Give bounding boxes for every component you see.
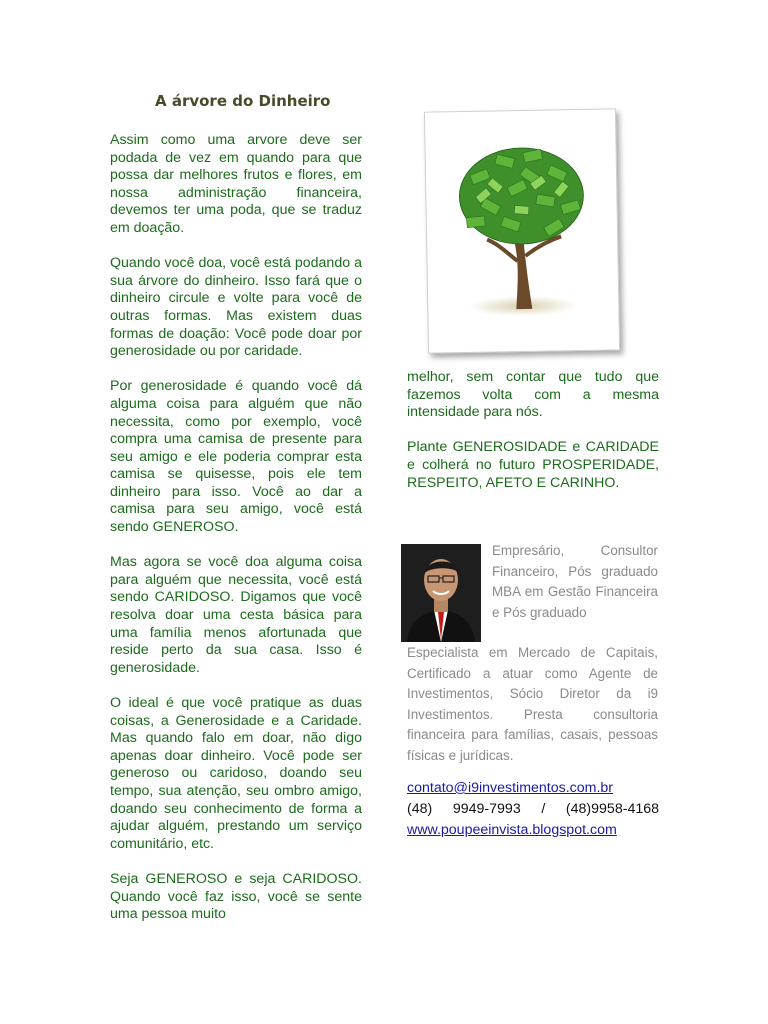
website-link-row: [407, 822, 659, 838]
paragraph: O ideal é que você pratique as duas coisas, a Generosidade e a Caridade. Mas quando falo em doar, não digo apenas doar dinheiro. Você pode ser generoso ou caridoso, doando seu tempo, sua atenção, seu ombro amigo, doando seu conhecimento de forma a ajudar alguém, prestando um serviço comunitário, etc.: [110, 695, 362, 852]
author-bio-bottom: Especialista em Mercado de Capitais, Certificado a atuar como Agente de Investimentos, Sócio Diretor da i9 Investimentos. Presta consultoria financeira para famílias, casais, pessoas físicas e jurídicas.: [407, 645, 658, 763]
phone-number-alt: (48)9958-4168: [565, 801, 659, 817]
phone-area-code: (48): [407, 801, 433, 817]
phone-line: [407, 801, 659, 817]
author-photo: [401, 544, 481, 642]
website-link[interactable]: www.poupeeinvista.blogspot.com: [407, 822, 617, 838]
paragraph: Quando você doa, você está podando a sua árvore do dinheiro. Isso fará que o dinheiro circule e volte para você de outras formas. Mas existem duas formas de doação: Você pode doar por generosidade ou por caridade.: [110, 255, 362, 360]
email-link-row: [407, 780, 659, 796]
money-tree-image: [424, 108, 620, 353]
paragraph: Mas agora se você doa alguma coisa para alguém que necessita, você está sendo CARIDOSO. Digamos que você resolva doar uma cesta básica para uma família menos afortunada que reside perto da sua casa. Isso é generosidade.: [110, 554, 362, 676]
person-portrait-icon: [401, 544, 481, 642]
email-link[interactable]: contato@i9investimentos.com.br: [407, 780, 614, 796]
paragraph: melhor, sem contar que tudo que fazemos volta com a mesma intensidade para nós.: [407, 369, 659, 421]
paragraph: Assim como uma arvore deve ser podada de vez em quando para que possa dar melhores frutos e flores, em nossa administração financeira, devemos ter uma poda, que se traduz em doação.: [110, 132, 362, 236]
paragraph: Plante GENEROSIDADE e CARIDADE e colherá no futuro PROSPERIDADE, RESPEITO, AFETO E CARINHO.: [407, 439, 659, 491]
paragraph: Seja GENEROSO e seja CARIDOSO. Quando você faz isso, você se sente uma pessoa muito: [110, 870, 362, 923]
right-column: [407, 369, 659, 510]
phone-separator: /: [541, 801, 546, 817]
paragraph: Por generosidade é quando você dá alguma coisa para alguém que não necessita, como por exemplo, você compra uma camisa de presente para seu amigo e ele poderia comprar esta camisa se quisesse, pois ele tem dinheiro para isso. Você ao dar a camisa para seu amigo, você está sendo GENEROSO.: [110, 378, 362, 536]
money-tree-icon: [425, 109, 619, 352]
phone-number: 9949-7993: [452, 801, 521, 817]
left-column: [110, 132, 362, 941]
author-bio-top: Empresário, Consultor Financeiro, Pós graduado MBA em Gestão Financeira e Pós graduado: [492, 543, 658, 620]
article-title: A árvore do Dinheiro: [155, 92, 331, 110]
